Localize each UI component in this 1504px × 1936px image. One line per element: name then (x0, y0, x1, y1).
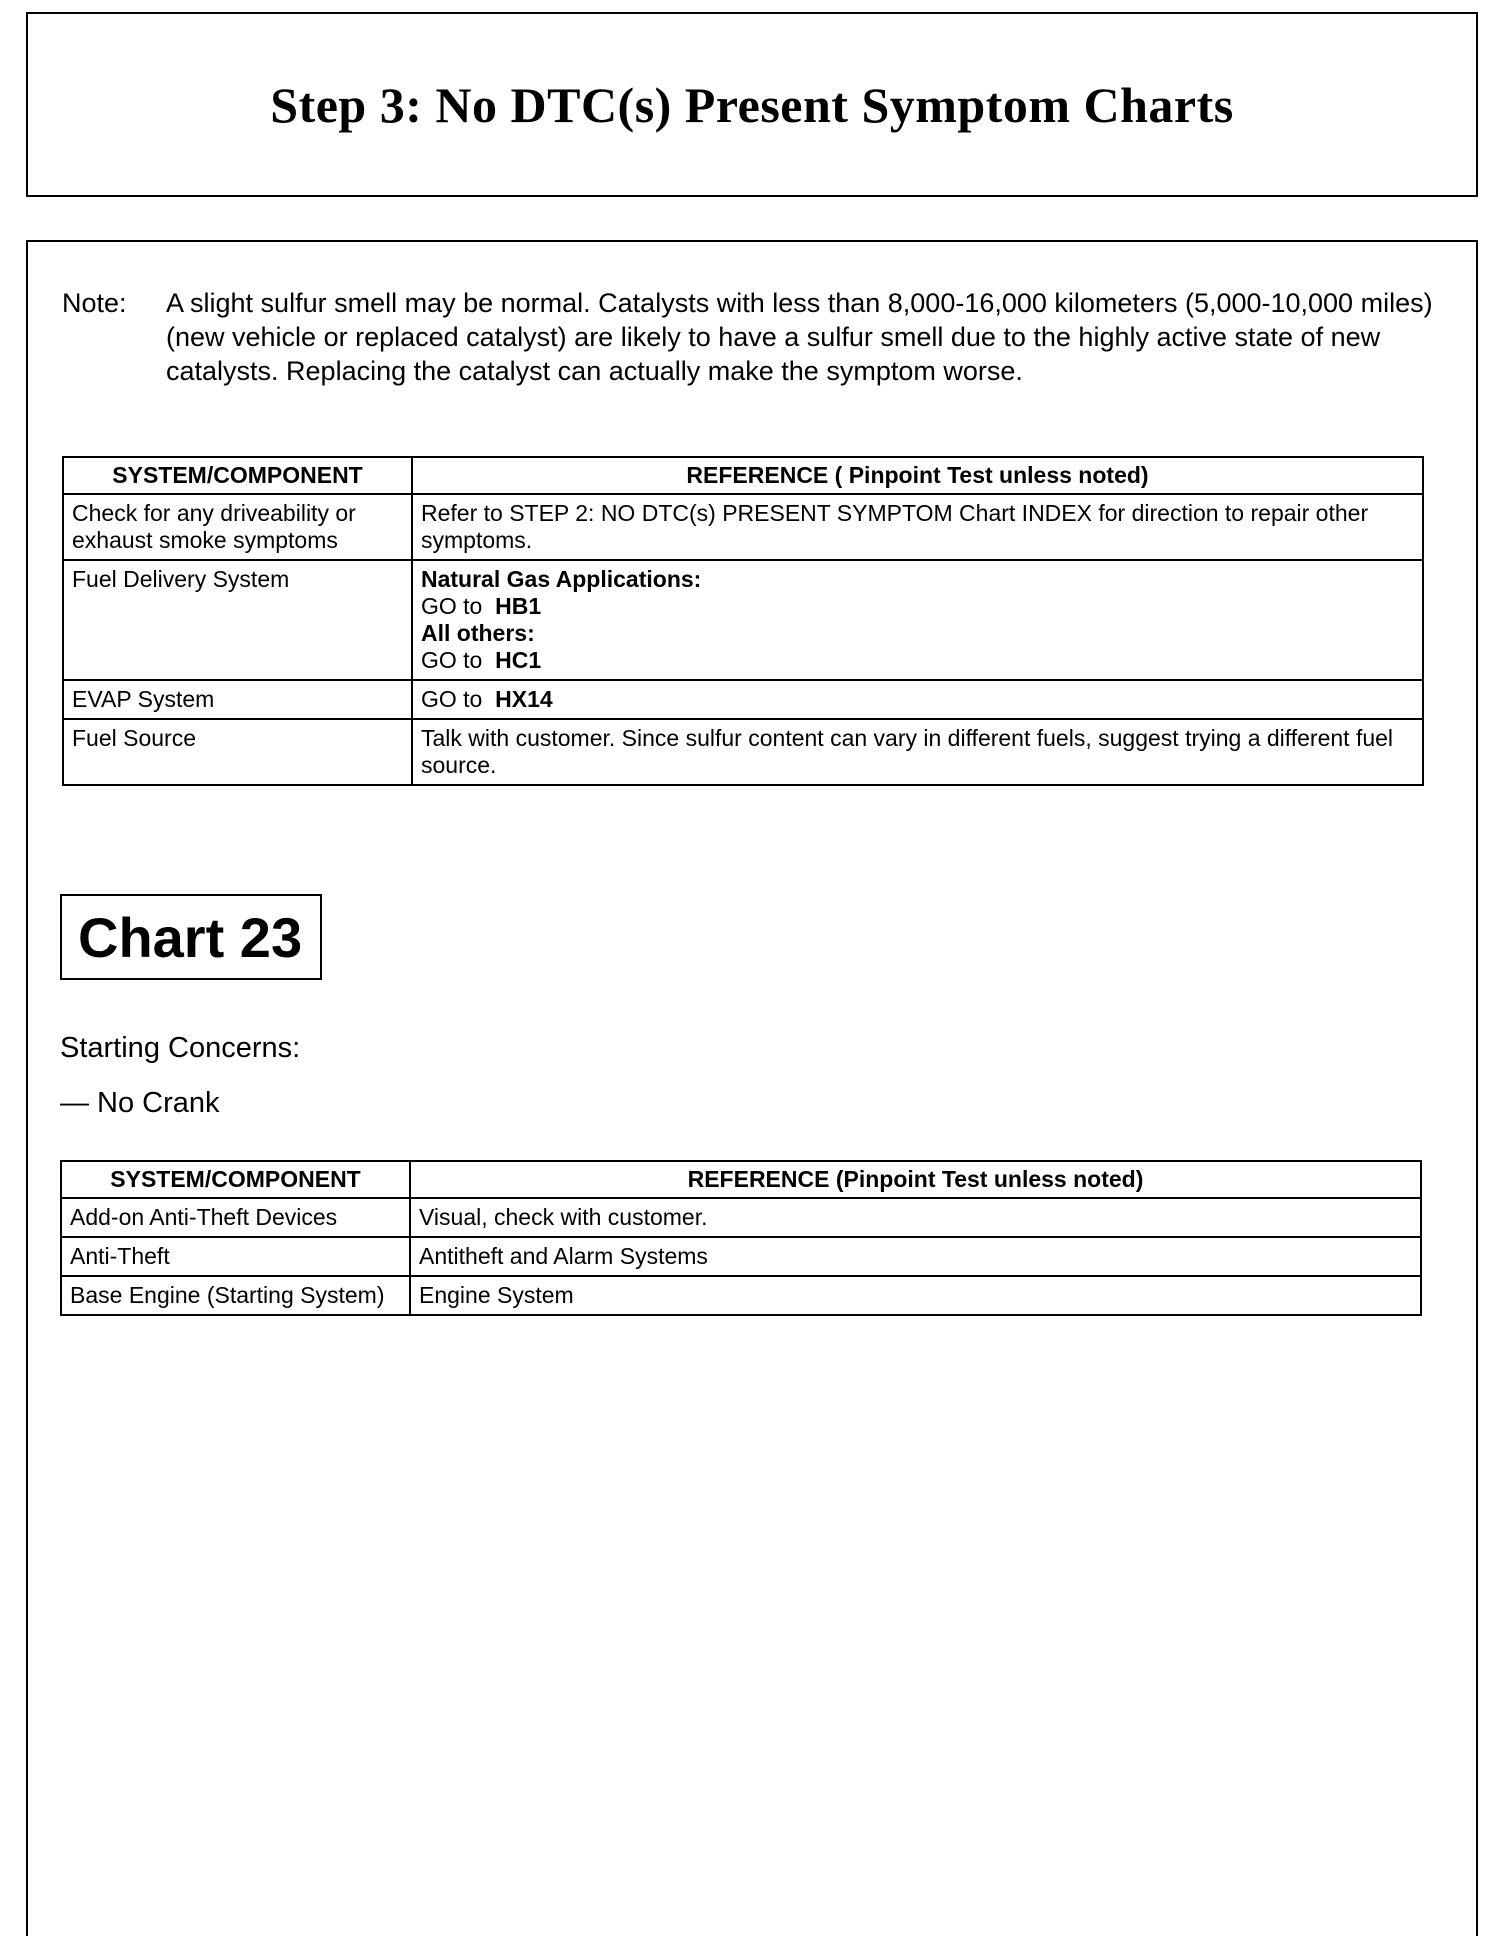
concern-item: — No Crank (60, 1087, 220, 1119)
table-header-row (63, 457, 1423, 494)
note-label: Note: (62, 288, 127, 318)
natural-gas-heading: Natural Gas Applications: (421, 566, 702, 592)
reference-cell: Visual, check with customer. (410, 1198, 1421, 1237)
system-cell: Fuel Delivery System (63, 560, 412, 680)
reference-cell: Talk with customer. Since sulfur content can vary in different fuels, suggest trying a different fuel source. (412, 719, 1423, 785)
starting-concerns-table (60, 1160, 1422, 1316)
column-header-reference: REFERENCE (Pinpoint Test unless noted) (410, 1161, 1421, 1198)
goto-prefix: GO to (421, 593, 483, 619)
note (62, 286, 1442, 388)
table-row (63, 560, 1423, 680)
system-cell: Add-on Anti-Theft Devices (61, 1198, 410, 1237)
pinpoint-link-hc1[interactable]: HC1 (495, 647, 542, 673)
column-header-system: SYSTEM/COMPONENT (63, 457, 412, 494)
goto-line (421, 647, 1414, 674)
column-header-reference: REFERENCE ( Pinpoint Test unless noted) (412, 457, 1423, 494)
table-row (61, 1237, 1421, 1276)
reference-cell (412, 680, 1423, 719)
title-box (26, 12, 1478, 197)
system-cell: Anti-Theft (61, 1237, 410, 1276)
all-others-heading: All others: (421, 620, 535, 646)
page-title: Step 3: No DTC(s) Present Symptom Charts (270, 76, 1234, 133)
reference-cell: Refer to STEP 2: NO DTC(s) PRESENT SYMPTOM Chart INDEX for direction to repair other symptoms. (412, 494, 1423, 560)
table-row (61, 1276, 1421, 1315)
goto-line (421, 593, 1414, 620)
goto-prefix: GO to (421, 647, 483, 673)
sulfur-smell-table (62, 456, 1424, 786)
reference-cell (412, 560, 1423, 680)
concerns-heading: Starting Concerns: (60, 1032, 301, 1064)
table-header-row (61, 1161, 1421, 1198)
reference-cell: Engine System (410, 1276, 1421, 1315)
table-row (61, 1198, 1421, 1237)
system-cell: Base Engine (Starting System) (61, 1276, 410, 1315)
reference-cell: Antitheft and Alarm Systems (410, 1237, 1421, 1276)
pinpoint-link-hb1[interactable]: HB1 (495, 593, 542, 619)
table-row (63, 680, 1423, 719)
content-panel (26, 240, 1478, 1936)
note-text: A slight sulfur smell may be normal. Catalysts with less than 8,000-16,000 kilometers (5,000-10,000 miles)(new vehicle or replaced catalyst) are likely to have a sulfur smell due to the highly active state of new catalysts. Replacing the catalyst can actually make the symptom worse. (166, 288, 1433, 386)
pinpoint-link-hx14[interactable]: HX14 (495, 686, 553, 712)
system-cell: EVAP System (63, 680, 412, 719)
goto-prefix: GO to (421, 686, 483, 712)
table-row (63, 494, 1423, 560)
column-header-system: SYSTEM/COMPONENT (61, 1161, 410, 1198)
table-row (63, 719, 1423, 785)
system-cell: Check for any driveability or exhaust smoke symptoms (63, 494, 412, 560)
system-cell: Fuel Source (63, 719, 412, 785)
chart-label: Chart 23 (60, 894, 322, 980)
